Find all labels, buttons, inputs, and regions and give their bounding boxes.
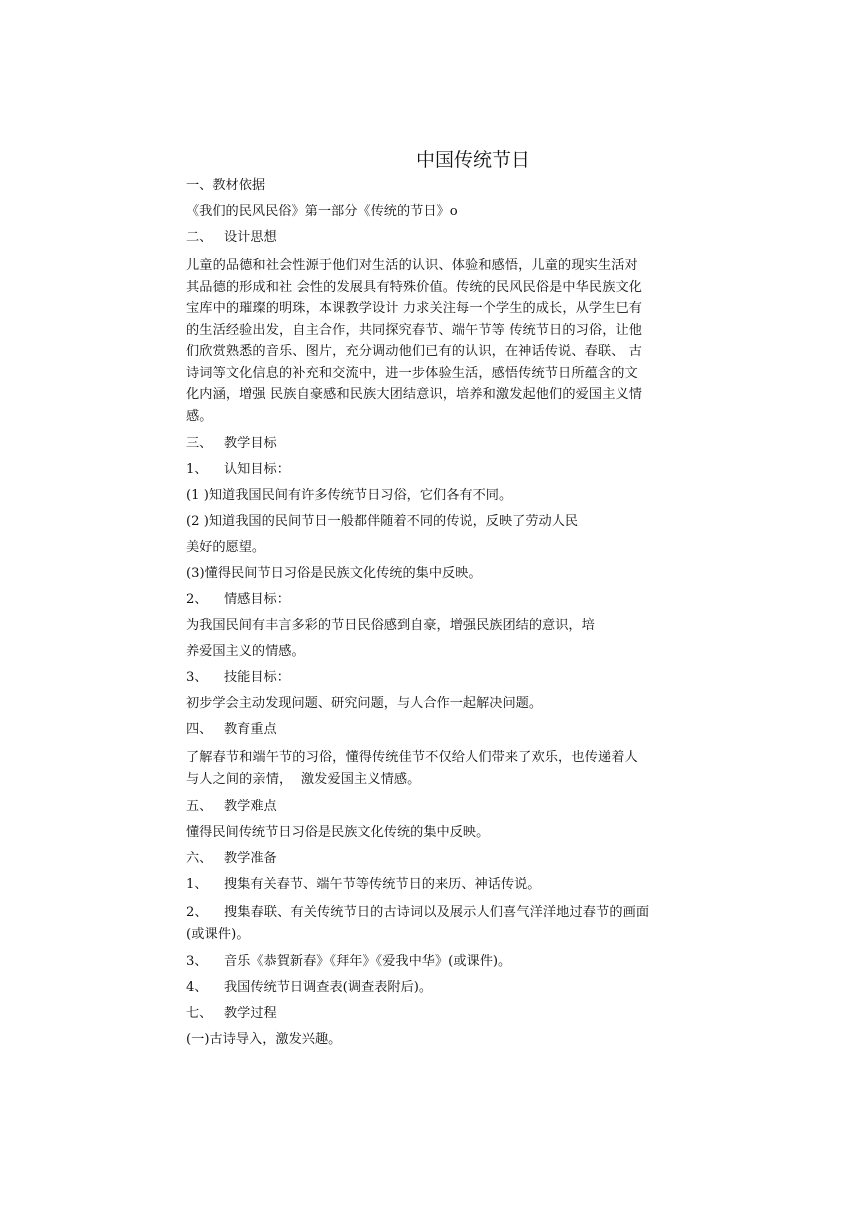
prep-2-text-b: (或课件)。 [186,926,250,942]
section-heading-5 [186,798,680,816]
section-5-text: 懂得民间传统节日习俗是民族文化传统的集中反映。 [186,825,490,840]
goal-2-number: 2、 [186,592,208,607]
prep-3-number: 3、 [186,954,208,969]
section-5-number: 五、 [186,799,213,814]
goal-2-text-a: 为我国民间有丰言多彩的节日民俗感到自豪，增强民族团结的意识，培 [186,618,595,633]
goal-1-number: 1、 [186,462,208,477]
section-3-number: 三、 [186,436,213,451]
prep-4-number: 4、 [186,980,208,995]
section-heading-2 [186,229,680,247]
section-4-number: 四、 [186,722,213,737]
paragraph-line: 的生活经验出发，自主合作，共同探究春节、端午节等 传统节日的习俗，让他 [186,322,643,338]
section-6-title: 教学准备 [224,851,277,866]
section-heading-7 [186,1005,680,1023]
paragraph-line: 感。 [186,408,213,424]
section-5-title: 教学难点 [224,799,277,814]
prep-1-number: 1、 [186,877,208,892]
goal-2-text-b: 养爱国主义的情感。 [186,644,305,659]
goal-3-heading [186,669,680,687]
section-4-title: 教育重点 [224,722,277,737]
goal-3-number: 3、 [186,670,208,685]
goal-1-item-1: (1 )知道我国民间有许多传统节日习俗，它们各有不同。 [186,488,513,503]
section-7-title: 教学过程 [224,1006,277,1021]
prep-item-2 [186,902,680,945]
section-heading-3 [186,435,680,453]
section-2-paragraph [186,255,680,427]
section-1-text: 《我们的民风民俗》第一部分《传统的节日》o [186,204,458,219]
prep-4-text: 我国传统节日调查表(调查表附后)。 [224,980,433,995]
prep-item-3 [186,953,680,971]
section-3-title: 教学目标 [224,436,277,451]
section-7-subheading-1: (一)古诗导入，激发兴趣。 [186,1032,342,1047]
prep-item-1 [186,876,680,894]
paragraph-line: 其品德的形成和社 会性的发展具有特殊价值。传统的民风民俗是中华民族文化 [186,279,643,295]
prep-3-text: 音乐《恭賀新春》《拜年》《爱我中华》(或课件)。 [224,954,512,969]
paragraph-line: 宝库中的璀璨的明珠，本课教学设计 力求关注每一个学生的成长，从学生巳有 [186,301,643,316]
prep-2-text-a: 搜集春联、有关传统节日的古诗词以及展示人们喜气洋洋地过春节的画面 [224,905,650,920]
section-heading-1: 一、教材依据 [186,178,266,193]
section-4-paragraph [186,747,680,790]
goal-1-item-2a: (2 )知道我国的民间节日一般都伴随着不同的传说，反映了劳动人民 [186,514,579,529]
paragraph-line: 们欣赏熟悉的音乐、图片，充分调动他们已有的认识，在神话传说、春联、 古 [186,344,643,359]
prep-1-text: 搜集有关春节、端午节等传统节日的来历、神话传说。 [224,877,541,892]
paragraph-line: 诗词等文化信息的补充和交流中，进一步体验生活，感悟传统节日所蕴含的文 [186,365,638,381]
paragraph-line: 化内涵，增强 民族自豪感和民族大团结意识，培养和激发起他们的爱国主义情 [186,387,643,402]
goal-1-heading [186,461,680,479]
paragraph-line: 儿童的品德和社会性源于他们对生活的认识、体验和感悟，儿童的现实生活对 [186,258,638,273]
section-7-number: 七、 [186,1006,213,1021]
document-title: 中国传统节日 [415,149,530,171]
goal-2-title: 情感目标： [224,592,290,607]
paragraph-line: 了解春节和端午节的习俗，懂得传统佳节不仅给人们带来了欢乐，也传递着人 [186,750,638,765]
goal-1-item-2b: 美好的愿望。 [186,540,266,555]
section-heading-4 [186,721,680,739]
goal-1-title: 认知目标： [224,462,290,477]
section-2-title: 设计思想 [224,230,277,245]
prep-item-4 [186,979,680,997]
goal-1-item-3: (3)懂得民间节日习俗是民族文化传统的集中反映。 [186,566,482,581]
paragraph-line [186,902,680,924]
goal-3-title: 技能目标： [224,670,290,685]
section-2-number: 二、 [186,230,213,245]
document-body [186,177,680,1049]
paragraph-line: 与人之间的亲情， 激发爱国主义情感。 [186,771,421,787]
section-heading-6 [186,850,680,868]
prep-2-number: 2、 [186,905,208,920]
section-6-number: 六、 [186,851,213,866]
goal-2-heading [186,591,680,609]
goal-3-text: 初步学会主动发现问题、研究问题，与人合作一起解决问题。 [186,696,543,711]
